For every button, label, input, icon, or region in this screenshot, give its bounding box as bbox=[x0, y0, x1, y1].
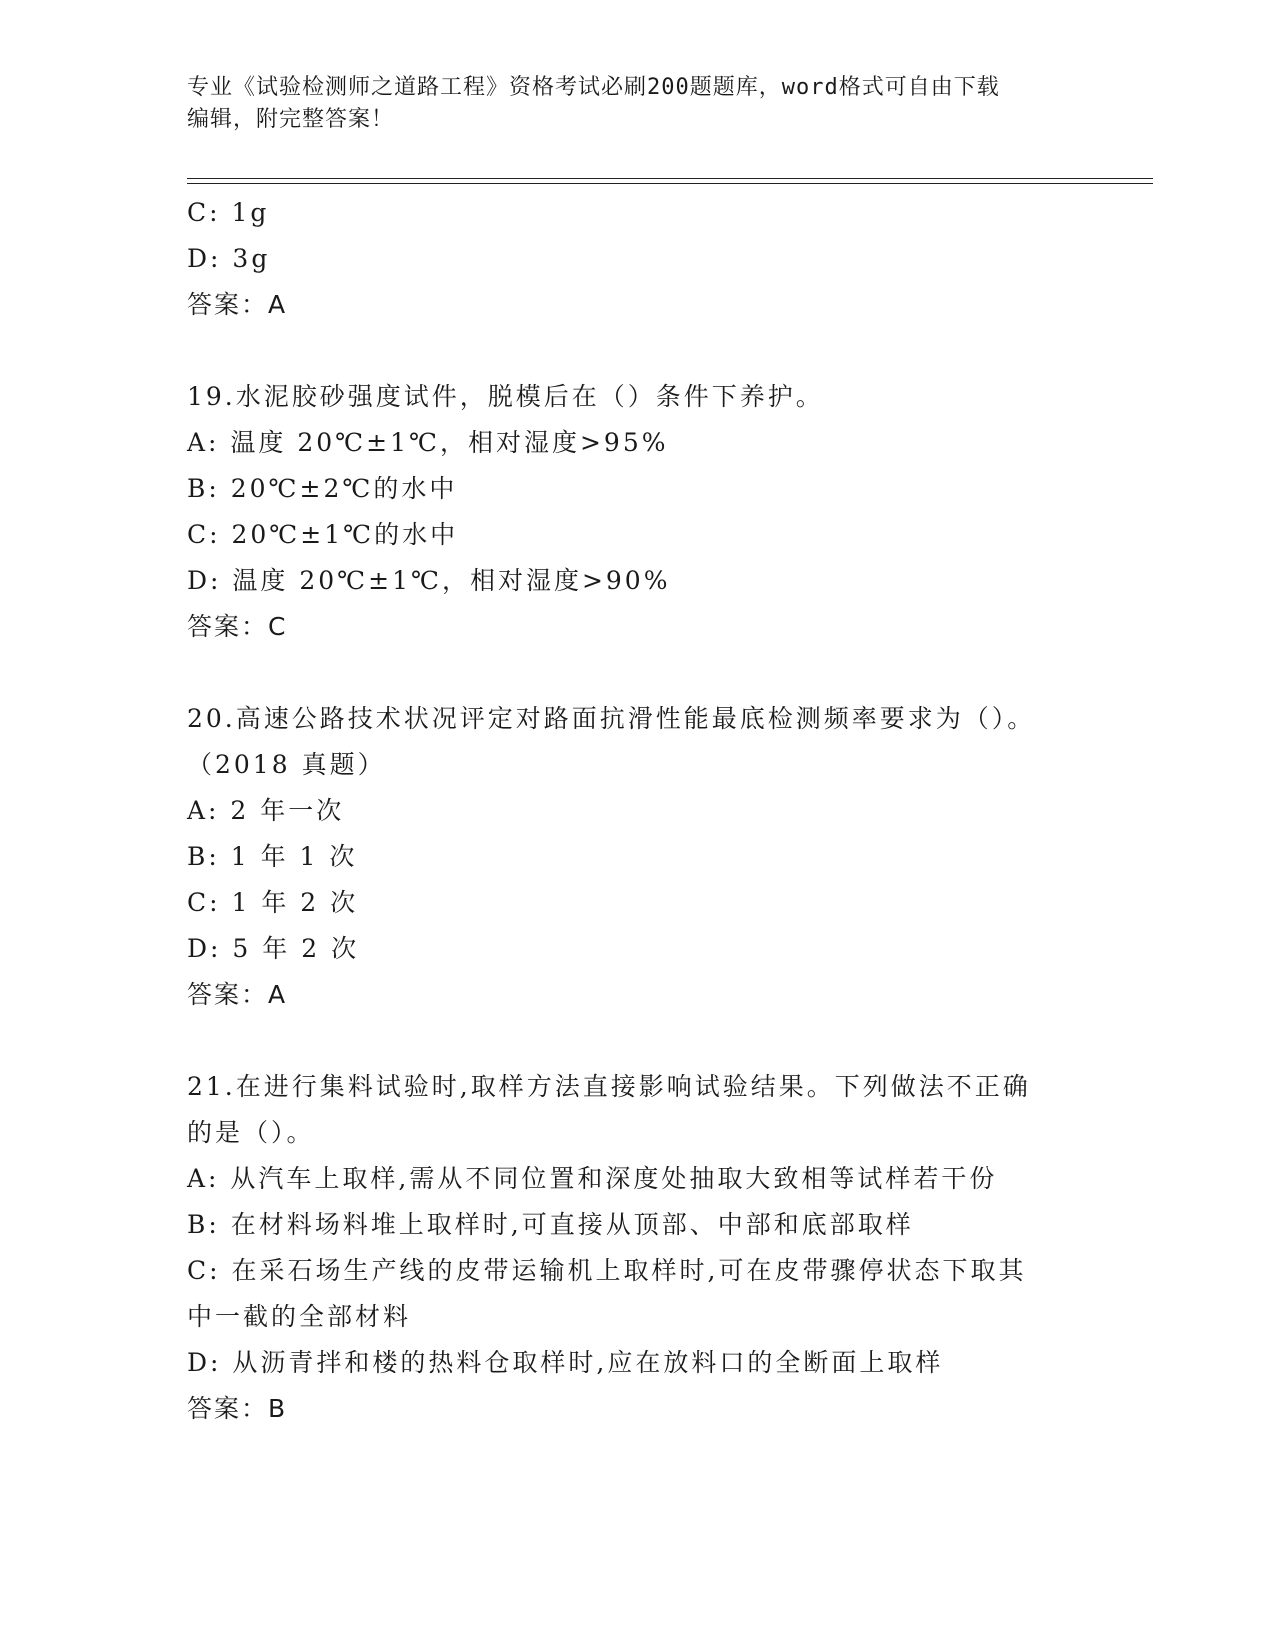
question-list bbox=[187, 190, 1147, 1432]
q21-stem-line-1: 21.在进行集料试验时,取样方法直接影响试验结果。下列做法不正确 bbox=[187, 1072, 1031, 1101]
header-divider-bottom bbox=[187, 183, 1153, 184]
q21-option-b: B: 在材料场料堆上取样时,可直接从顶部、中部和底部取样 bbox=[187, 1210, 914, 1239]
q21-option-a: A: 从汽车上取样,需从不同位置和深度处抽取大致相等试样若干份 bbox=[187, 1164, 998, 1193]
q19-answer: 答案：C bbox=[187, 612, 288, 641]
document-header bbox=[187, 72, 1087, 136]
spacer bbox=[187, 1018, 1147, 1064]
spacer bbox=[187, 328, 1147, 374]
q19-option-b: B: 20℃±2℃的水中 bbox=[187, 474, 458, 503]
q20-option-d: D: 5 年 2 次 bbox=[187, 934, 360, 963]
header-divider-top bbox=[187, 178, 1153, 179]
q21-option-c-line-2: 中一截的全部材料 bbox=[187, 1302, 412, 1331]
q20-stem-line-2: （2018 真题） bbox=[187, 750, 386, 779]
q20-stem-line-1: 20.高速公路技术状况评定对路面抗滑性能最底检测频率要求为（）。 bbox=[187, 704, 1036, 733]
q19-stem: 19.水泥胶砂强度试件，脱模后在（）条件下养护。 bbox=[187, 382, 824, 411]
q19-option-c: C: 20℃±1℃的水中 bbox=[187, 520, 459, 549]
q19-option-d: D: 温度 20℃±1℃，相对湿度>90% bbox=[187, 566, 671, 595]
spacer bbox=[187, 650, 1147, 696]
q21-option-d: D: 从沥青拌和楼的热料仓取样时,应在放料口的全断面上取样 bbox=[187, 1348, 944, 1377]
q21-option-c-line-1: C: 在采石场生产线的皮带运输机上取样时,可在皮带骤停状态下取其 bbox=[187, 1256, 1027, 1285]
header-title-line-2: 编辑，附完整答案！ bbox=[187, 107, 395, 132]
q20-option-b: B: 1 年 1 次 bbox=[187, 842, 358, 871]
q18-option-d: D: 3g bbox=[187, 244, 271, 273]
q19-option-a: A: 温度 20℃±1℃，相对湿度>95% bbox=[187, 428, 669, 457]
q20-option-c: C: 1 年 2 次 bbox=[187, 888, 359, 917]
q21-answer: 答案：B bbox=[187, 1394, 288, 1423]
header-title-line-1: 专业《试验检测师之道路工程》资格考试必刷200题题库，word格式可自由下载 bbox=[187, 75, 1000, 100]
q21-stem-line-2: 的是（）。 bbox=[187, 1118, 315, 1147]
q18-option-c: C: 1g bbox=[187, 198, 270, 227]
q20-answer: 答案：A bbox=[187, 980, 288, 1009]
q20-option-a: A: 2 年一次 bbox=[187, 796, 345, 825]
q18-answer: 答案：A bbox=[187, 290, 288, 319]
